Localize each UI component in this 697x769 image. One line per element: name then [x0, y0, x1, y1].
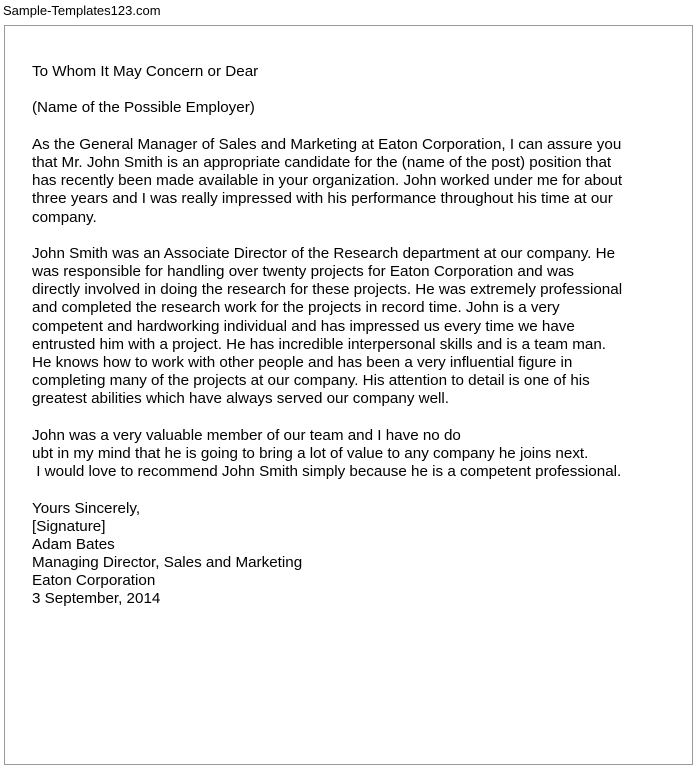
text-line: has recently been made available in your organization. John worked under me for about [32, 172, 623, 190]
text-line: John was a very valuable member of our team and I have no do [32, 426, 461, 444]
text-line: As the General Manager of Sales and Marketing at Eaton Corporation, I can assure you [32, 135, 622, 153]
text-line: three years and I was really impressed with his performance throughout his time at our [32, 190, 613, 208]
paragraph-recommendation [32, 427, 672, 482]
paragraph-experience [32, 245, 672, 409]
signature-block [32, 500, 672, 609]
paragraph-recommendation-intro [32, 136, 672, 227]
text-line: that Mr. John Smith is an appropriate candidate for the (name of the post) position that [32, 153, 612, 171]
text-line: and completed the research work for the projects in record time. John is a very [32, 299, 560, 317]
text-line: ubt in my mind that he is going to bring a lot of value to any company he joins next. [32, 444, 589, 462]
text-line: entrusted him with a project. He has incredible interpersonal skills and is a team man. [32, 335, 607, 353]
text-line: John Smith was an Associate Director of the Research department at our company. He [32, 244, 616, 262]
text-line: greatest abilities which have always served our company well. [32, 390, 450, 408]
signer-title: Managing Director, Sales and Marketing [32, 554, 303, 572]
letter-body [32, 63, 672, 609]
text-line: was responsible for handling over twenty projects for Eaton Corporation and was [32, 263, 574, 281]
recipient-name: (Name of the Possible Employer) [32, 99, 255, 117]
closing-phrase: Yours Sincerely, [32, 499, 141, 517]
text-line: completing many of the projects at our company. His attention to detail is one of his [32, 372, 590, 390]
site-watermark: Sample-Templates123.com [3, 3, 161, 18]
signer-name: Adam Bates [32, 535, 115, 553]
letter-date: 3 September, 2014 [32, 590, 161, 608]
signer-company: Eaton Corporation [32, 572, 156, 590]
salutation: To Whom It May Concern or Dear [32, 63, 259, 80]
text-line: company. [32, 208, 97, 226]
text-line: I would love to recommend John Smith simply because he is a competent professional. [32, 463, 622, 481]
text-line: He knows how to work with other people and has been a very influential figure in [32, 354, 573, 372]
signature-placeholder: [Signature] [32, 517, 106, 535]
text-line: competent and hardworking individual and has impressed us every time we have [32, 317, 575, 335]
text-line: directly involved in doing the research for these projects. He was extremely professional [32, 281, 623, 299]
